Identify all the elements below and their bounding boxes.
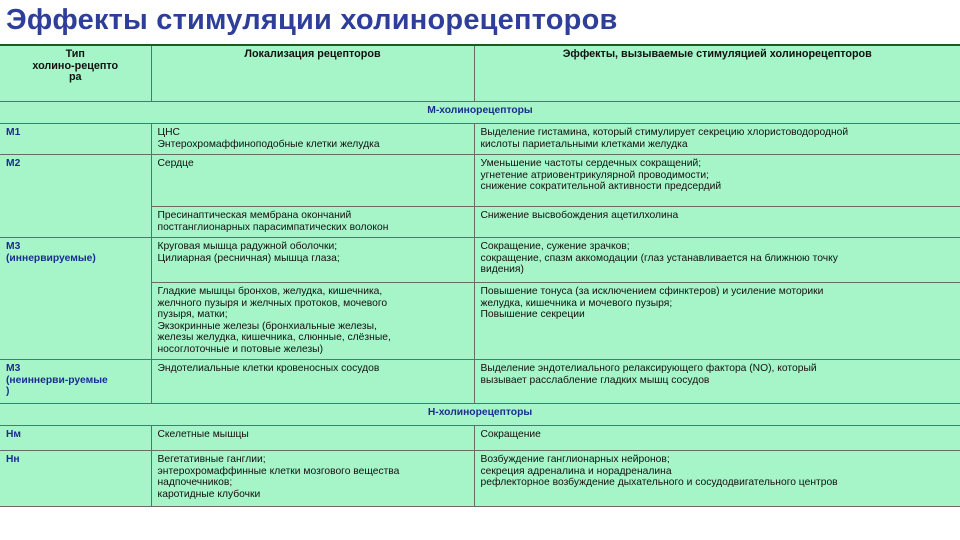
type-cell: Нм [0,426,151,451]
effect-cell: Выделение гистамина, который стимулирует секрецию хлористоводородной кислоты париетальными клетками желудка [474,124,960,155]
table-row [0,360,960,404]
location-cell: ЦНС Энтерохромаффиноподобные клетки желудка [151,124,474,155]
table-header-row [0,46,960,102]
location-cell: Эндотелиальные клетки кровеносных сосудов [151,360,474,404]
table-row [0,238,960,283]
location-cell: Скелетные мышцы [151,426,474,451]
type-cell: М3 (иннервируемые) [0,238,151,360]
header-type: Тип холино-рецепто ра [0,46,151,102]
type-cell: М3 (неиннерви-руемые ) [0,360,151,404]
section-row [0,404,960,426]
type-cell: М1 [0,124,151,155]
table-row [0,124,960,155]
location-cell: Круговая мышца радужной оболочки; Цилиарная (ресничная) мышца глаза; [151,238,474,283]
effect-cell: Снижение высвобождения ацетилхолина [474,207,960,238]
effect-cell: Сокращение, сужение зрачков; сокращение, спазм аккомодации (глаз устанавливается на ближнюю точку видения) [474,238,960,283]
header-effects: Эффекты, вызываемые стимуляцией холинорецепторов [474,46,960,102]
effect-cell: Сокращение [474,426,960,451]
location-cell: Сердце [151,155,474,207]
page-title: Эффекты стимуляции холинорецепторов [6,4,618,36]
section-row [0,102,960,124]
location-cell: Пресинаптическая мембрана окончаний постганглионарных парасимпатических волокон [151,207,474,238]
effect-cell: Повышение тонуса (за исключением сфинктеров) и усиление моторики желудка, кишечника и мочевого пузыря; Повышение секреции [474,283,960,360]
section-m-receptors: М-холинорецепторы [0,102,960,124]
header-location: Локализация рецепторов [151,46,474,102]
table-row [0,451,960,507]
location-cell: Вегетативные ганглии; энтерохромаффинные клетки мозгового вещества надпочечников; каротидные клубочки [151,451,474,507]
section-n-receptors: Н-холинорецепторы [0,404,960,426]
table-row [0,155,960,207]
type-cell: Нн [0,451,151,507]
effect-cell: Возбуждение ганглионарных нейронов; секреция адреналина и норадреналина рефлекторное возбуждение дыхательного и сосудодвигательного центров [474,451,960,507]
table-row [0,426,960,451]
receptor-table [0,44,960,506]
location-cell: Гладкие мышцы бронхов, желудка, кишечника, желчного пузыря и желчных протоков, мочевого пузыря, матки; Экзокринные железы (бронхиальные железы, железы желудка, кишечника, слюнные, слёзные, носоглоточные и потовые железы) [151,283,474,360]
effect-cell: Уменьшение частоты сердечных сокращений; угнетение атриовентрикулярной проводимости; снижение сократительной активности предсердий [474,155,960,207]
effect-cell: Выделение эндотелиального релаксирующего фактора (NO), который вызывает расслабление гладких мышц сосудов [474,360,960,404]
table [0,46,960,507]
type-cell: М2 [0,155,151,238]
